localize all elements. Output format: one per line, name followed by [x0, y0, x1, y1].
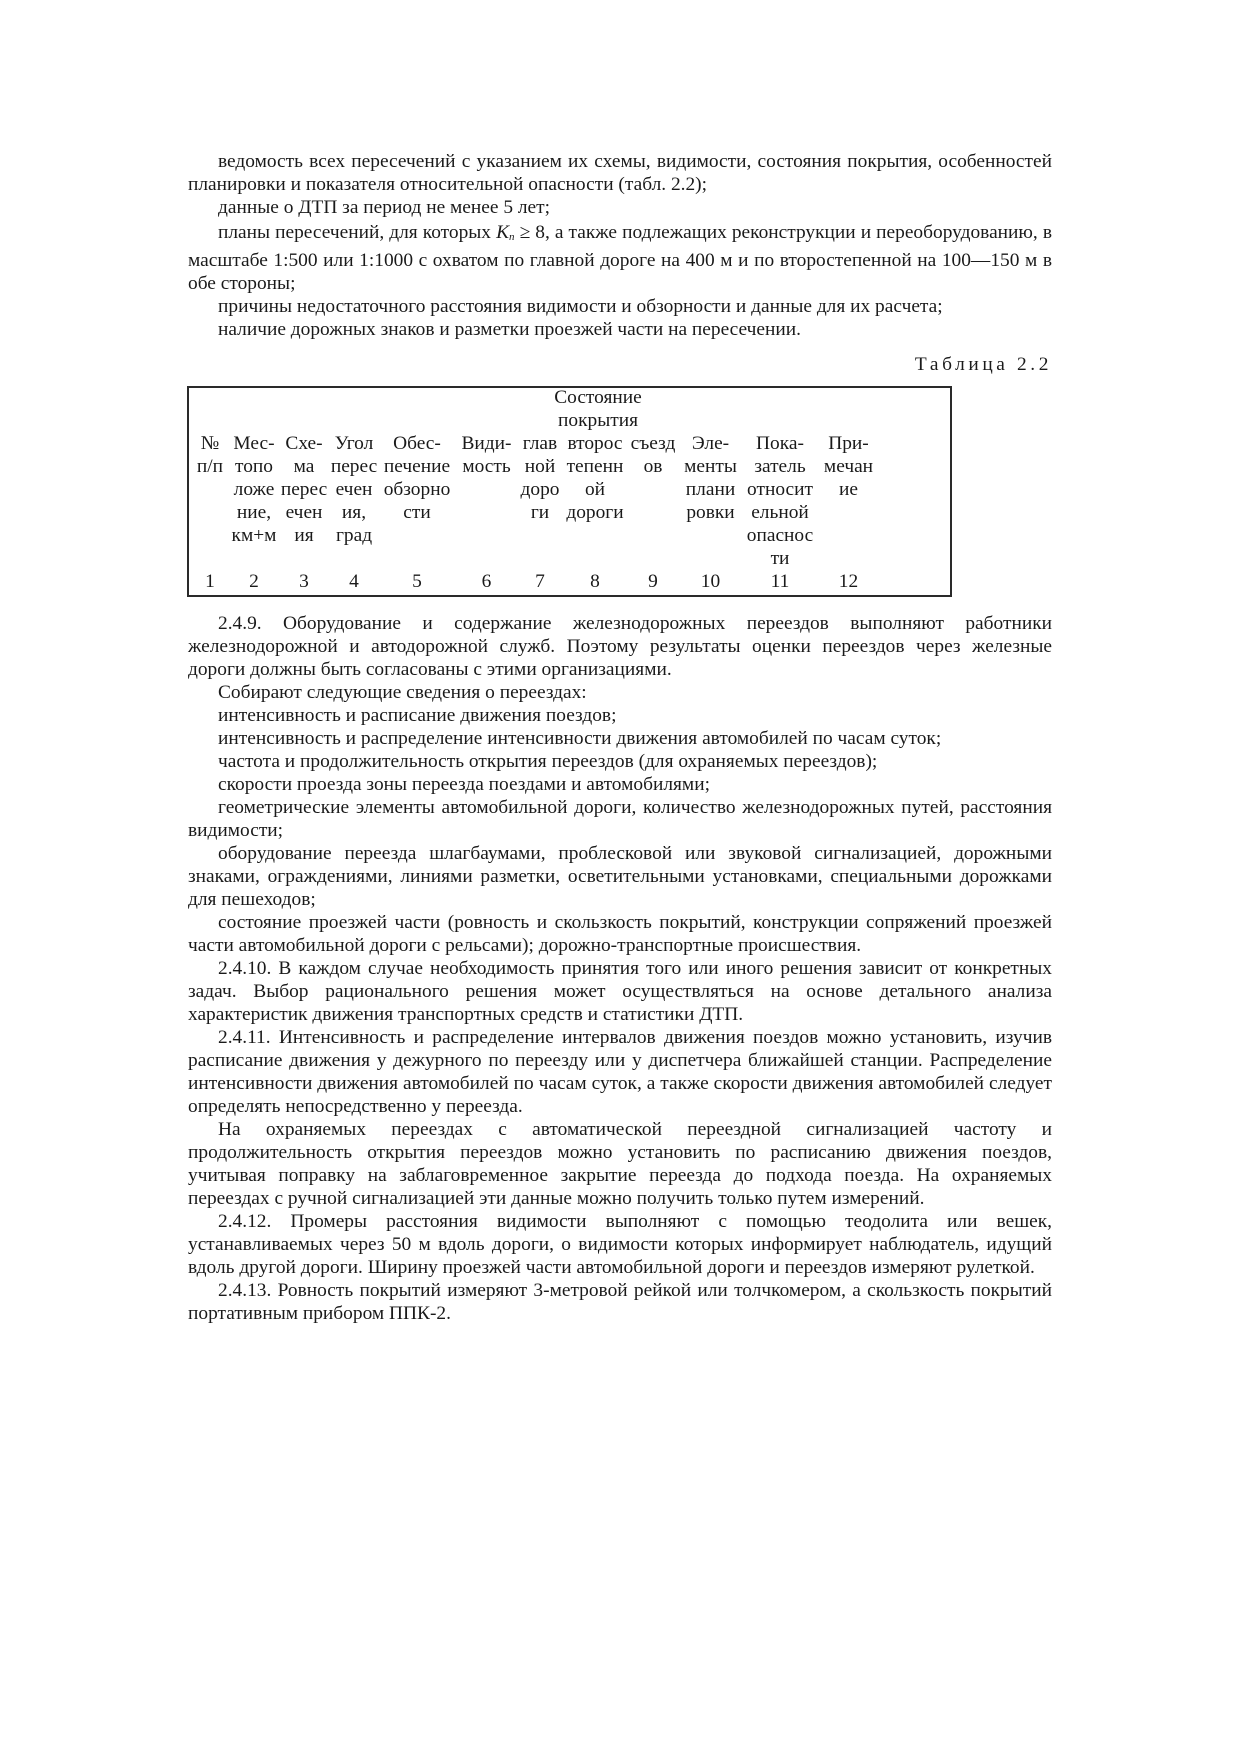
column-number: 10: [700, 571, 721, 592]
paragraph: геометрические элементы автомобильной дороги, количество железнодорожных путей, расстояния видимости;: [188, 797, 1052, 841]
column-header: второс тепенн ой дороги: [566, 433, 624, 523]
column-header: Види- мость: [461, 433, 512, 477]
column-number: 9: [648, 571, 658, 592]
column-number: 2: [249, 571, 259, 592]
paragraph: наличие дорожных знаков и разметки проезжей части на пересечении.: [218, 319, 801, 340]
paragraph: скорости проезда зоны переезда поездами и автомобилями;: [218, 774, 710, 795]
coefficient-symbol: $K_п$: [496, 222, 515, 243]
header-group-row: [191, 386, 880, 432]
column-header: Угол перес ечен ия, град: [330, 433, 378, 546]
column-header: Обес- печение обзорно сти: [383, 433, 451, 523]
paragraph: 2.4.11. Интенсивность и распределение интервалов движения поездов можно установить, изучив расписание движения у дежурного по переезду или у диспетчера ближайшей станции. Распределение интенсивности движения автомобилей по часам суток, а также скорости движения автомобилей следует определять непосредственно у переезда.: [188, 1027, 1052, 1117]
paragraph: данные о ДТП за период не менее 5 лет;: [218, 197, 551, 218]
column-header: № п/п: [196, 433, 224, 477]
paragraph: частота и продолжительность открытия переездов (для охраняемых переездов);: [218, 751, 878, 772]
paragraph: 2.4.13. Ровность покрытий измеряют 3-метровой рейкой или толчкомером, а скользкость покрытий портативным прибором ППК-2.: [188, 1280, 1052, 1324]
column-header: Схе- ма перес ечен ия: [280, 433, 328, 546]
text: ≥ 8, а также подлежащих реконструкции и переоборудованию, в масштабе 1:500 или 1:1000 с охватом по главной дороге на 400 м и по второстепенной на 100—150 м в обе стороны;: [188, 222, 1052, 294]
paragraph: причины недостаточного расстояния видимости и обзорности и данные для их расчета;: [218, 296, 943, 317]
paragraph: оборудование переезда шлагбаумами, проблесковой или звуковой сигнализацией, дорожными знаками, ограждениями, линиями разметки, осветительными установками, специальными дорожками для пешеходов;: [188, 843, 1052, 910]
column-header: глав ной доро ги: [520, 433, 560, 523]
paragraph: Собирают следующие сведения о переездах:: [218, 682, 587, 703]
column-number: 6: [481, 571, 492, 592]
paragraph: 2.4.12. Промеры расстояния видимости выполняют с помощью теодолита или вешек, устанавливаемых через 50 м вдоль дороги, о видимости которых информирует наблюдатель, идущий вдоль другой дороги. Ширину проезжей части автомобильной дороги и переездов измеряют рулеткой.: [188, 1211, 1052, 1278]
table-caption: Таблица 2.2: [914, 354, 1052, 375]
paragraph: 2.4.9. Оборудование и содержание железнодорожных переездов выполняют работники железнодорожной и автодорожной служб. Поэтому результаты оценки переездов через железные дороги должны быть согласованы с этими организациями.: [188, 613, 1052, 680]
header-group-surface: Состояние покрытия: [554, 387, 642, 431]
column-number: 8: [590, 571, 600, 592]
column-number: 11: [770, 571, 790, 592]
table-header: [191, 386, 880, 593]
column-number: 1: [205, 571, 215, 592]
column-header: Эле- менты плани ровки: [684, 433, 737, 523]
column-number: 5: [412, 571, 422, 592]
paragraph: состояние проезжей части (ровность и скользкость покрытий, конструкции сопряжений проезжей части автомобильной дороги с рельсами); дорожно-транспортные происшествия.: [188, 912, 1052, 956]
paragraph: интенсивность и распределение интенсивности движения автомобилей по часам суток;: [218, 728, 942, 749]
paragraph: интенсивность и расписание движения поездов;: [218, 705, 617, 726]
column-number: 3: [299, 571, 309, 592]
paragraph: ведомость всех пересечений с указанием их схемы, видимости, состояния покрытия, особенностей планировки и показателя относительной опасности (табл. 2.2);: [188, 151, 1052, 195]
body-text: [188, 612, 1052, 1325]
paragraph: 2.4.10. В каждом случае необходимость принятия того или иного решения зависит от конкретных задач. Выбор рационального решения может осуществляться на основе детального анализа характеристик движения транспортных средств и статистики ДТП.: [188, 958, 1052, 1025]
column-number: 4: [349, 571, 359, 592]
header-columns-row: [191, 432, 880, 570]
column-numbers-row: [191, 570, 880, 593]
column-header: Мес- топо ложе ние, км+м: [231, 433, 277, 546]
text: планы пересечений, для которых: [218, 222, 497, 243]
paragraph: [188, 221, 1052, 295]
column-header: Пока- затель относит ельной опаснос ти: [746, 433, 814, 569]
paragraph: На охраняемых переездах с автоматической переездной сигнализацией частоту и продолжительность открытия переездов можно установить по расписанию движения поездов, учитывая поправку на заблаговременное закрытие переезда до подхода поезда. На охраняемых переездах с ручной сигнализацией эти данные можно получить только путем измерений.: [188, 1119, 1052, 1209]
column-header: съезд ов: [630, 433, 676, 477]
column-header: При- мечан ие: [823, 433, 874, 500]
table-2-2: [187, 386, 952, 597]
column-number: 7: [535, 571, 545, 592]
document-page: [188, 150, 1052, 1325]
column-number: 12: [838, 571, 859, 592]
